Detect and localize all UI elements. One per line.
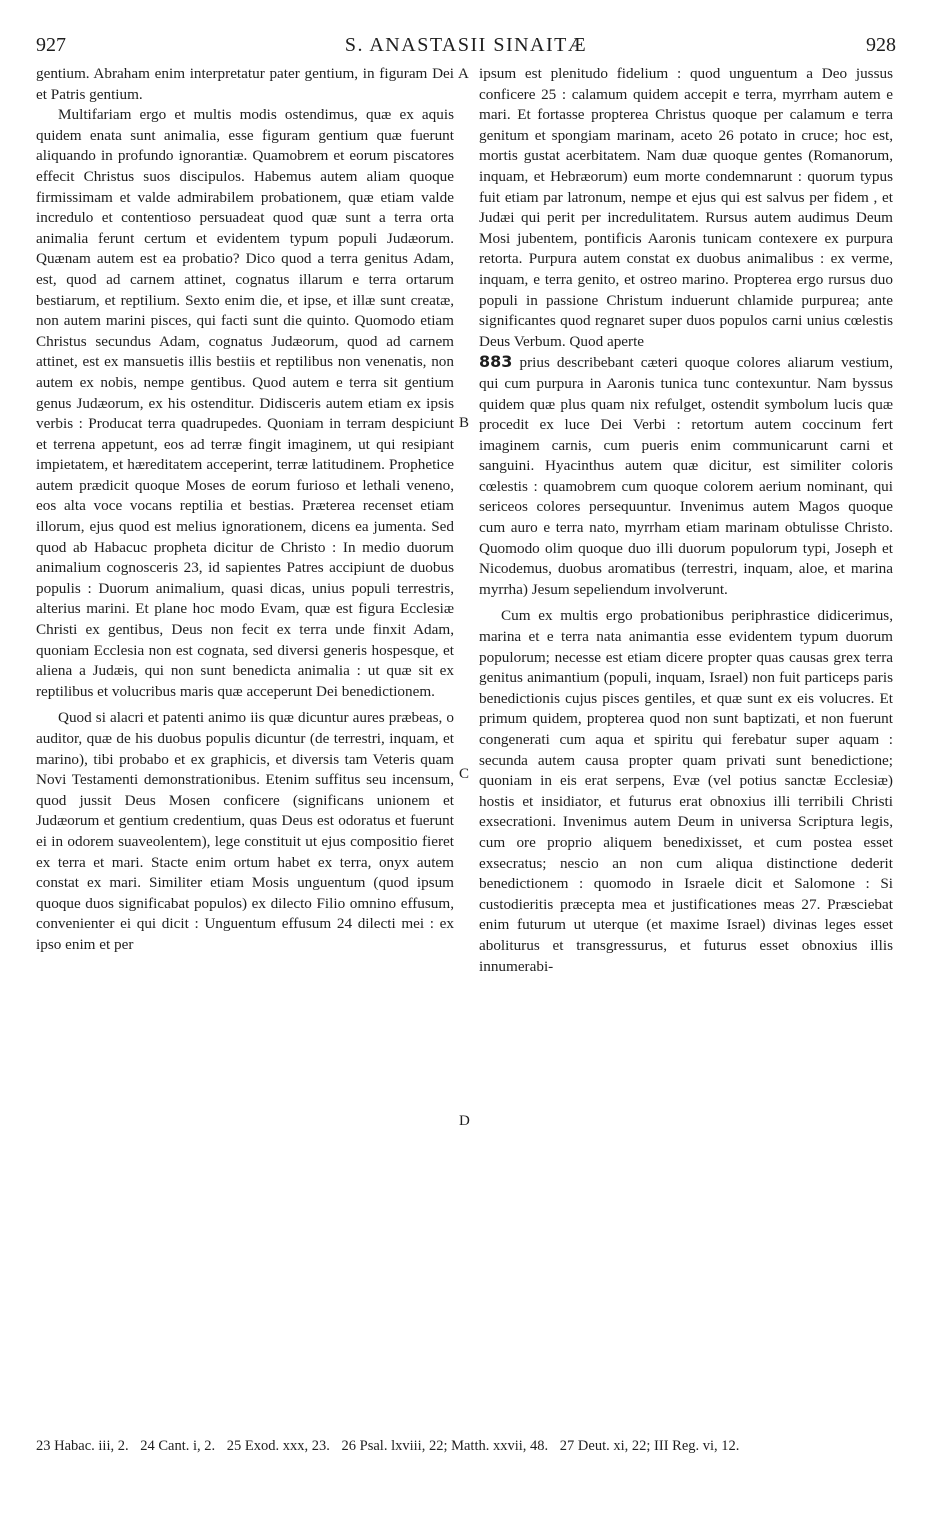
paragraph-text: prius describebant cæteri quoque colores aliarum vestium, qui cum purpura in Aaronis tunica tunc contexuntur. Nam byssus quidem quæ plus quam nix refulget, ostendit symbolum lucis quæ procedit ex luce Dei Verbi : retortum autem coccinum fert imaginem carnis, cum pueris enim communicarunt carni et sanguini. Hyacinthus autem quæ dicitur, est similiter coloris cœlestis : quamobrem cum quoque colorem aerium nominant, qui sericeos colores persequuntur. Invenimus autem Magos quoque cum auro e terra nato, myrrham etiam marinam obtulisse Christo. Quomodo olim quoque duo illi duorum populorum typi, Joseph et Nicodemus, duobus aromatibus (terrestri, inquam, aloe, et marina myrrha) Jesum sepeliendum involverunt. bbox=[479, 354, 893, 598]
running-header bbox=[36, 34, 896, 60]
running-title: S. ANASTASII SINAITÆ bbox=[344, 34, 588, 56]
footnote: 27 Deut. xi, 22; III Reg. vi, 12. bbox=[559, 1438, 740, 1454]
page-number-right: 928 bbox=[866, 34, 896, 56]
left-column bbox=[36, 64, 454, 956]
right-column bbox=[479, 64, 893, 977]
paragraph: Cum ex multis ergo probationibus periphrastice didicerimus, marina et e terra nata animantia esse evidentem typum duorum populorum; necesse est etiam dicere propter quas causas grex terra genitus animantium (populi, inquam, Israel) non fuit particeps paris benedictionis cujus pisces gentiles, et quæ sunt ex eis volucres. Et primum quidem, propterea quod non sunt baptizati, et non fuerunt congenerati cum aqua et spiritu qui ferebatur super aquam : secunda autem causa propter quam privati sunt benedictione; quoniam in eis erat serpens, Evæ (vel potius sanctæ Ecclesiæ) hostis et insidiator, et futurus erat obnoxius illi terribili Christi exsecrationi. Invenimus autem Deum in universa Scriptura legis, cum ore proprio aliquem benedixisset, et cum postea esset exsecratus; nescio an non cum aliqua distinctione dederit benedictionem : quomodo in Israele dicit et Salomone : Si custodieritis præcepta mea et justificationes meas 27. Præsciebat enim futurum ut uterque (et maxime Israel) divinas leges esset aboliturus et transgressurus, et futurus esset obnoxius illis innumerabi- bbox=[479, 607, 893, 975]
page-number-left: 927 bbox=[36, 34, 66, 56]
paragraph: ipsum est plenitudo fidelium : quod unguentum a Deo jussus conficere 25 : calamum quidem accepit e terra, myrrham autem e mari. Et fortasse propterea Christus quoque per calamum e terra genitum et spongiam marinam, aceto 26 potato in cruce; hoc est, mortis gustat acerbitatem. Nam duæ quoque gentes (Romanorum, inquam, et Hebræorum) eum morte condemnarunt : quorum typus fuit etiam par latronum, nempe et ejus qui est salvus per fidem , et Judæi qui perit per incredulitatem. Rursus autem audimus Deum Mosi jubentem, pontificis Aaronis tunicam contexere ex purpura retorta. Purpura autem constat ex duobus animalibus : ex verme, inquam, e terra genito, et ostreo marino. Propterea ergo rursus duo populi in passione Christum induerunt chlamide purpurea; ante significantes quod regnaret super duos populos carni unius cœlestis Deus Verbum. Quod aperte bbox=[479, 65, 893, 350]
paragraph: Quod si alacri et patenti animo iis quæ dicuntur aures præbeas, o auditor, quæ de his duobus populis dicuntur (de terrestri, inquam, et marino), tibi probabo et ex graphicis, et diversis tam Veteris quam Novi Testamenti demonstrationibus. Etenim suffitus seu incensum, quod jussit Deus Mosen conficere (significans unionem et Judæorum et gentium credentium, quas Deus est odoratus et fuerunt ei in odorem suaveolentem), lege constituit ut ejus compositio fieret ex terra et mari. Stacte enim ortum habet ex terra, onyx autem constat ex mari. Similiter etiam Mosis unguentum (quod ipsum quoque duos significabat populos) ex dilecto Filio omnino effusum, convenienter ei qui dicit : Unguentum effusum 24 dilecti mei : ex ipso enim et per bbox=[36, 709, 454, 953]
margin-marker-a: A bbox=[458, 66, 469, 82]
margin-marker-b: B bbox=[459, 415, 470, 431]
paragraph: gentium. Abraham enim interpretatur pater gentium, in figuram Dei et Patris gentium. bbox=[36, 65, 454, 103]
footnote: 24 Cant. i, 2. bbox=[140, 1438, 216, 1454]
footnote: 23 Habac. iii, 2. bbox=[36, 1438, 129, 1454]
paragraph-with-column-number bbox=[479, 352, 893, 600]
footnote: 26 Psal. lxviii, 22; Matth. xxvii, 48. bbox=[341, 1438, 549, 1454]
paragraph: Multifariam ergo et multis modis ostendimus, quæ ex aquis quidem enata sunt animalia, esse figuram gentium quæ fuerunt aliquando in profundo ignorantiæ. Quamobrem et eorum piscatores effecit Christus suos discipulos. Habemus autem aliam quoque firmissimam et valde admirabilem probationem, quæ etiam valde incredulo et contentioso persuadeat quod quæ sunt a terra orta animalia ferunt certum et evidentem typum populi Judæorum. Quænam autem est ea probatio? Dico quod a terra genitus Adam, est, quod ad carnem attinet, cognatus illarum e terra ortarum bestiarum, et reptilium. Sexto enim die, et ipse, et illæ sunt creatæ, non autem marini pisces, qui facti sunt die quinto. Quomodo etiam Christus secundus Adam, cognatus Judæorum, quod ad carnem attinet, est ex mansuetis illis bestiis et reptilibus non venenatis, non autem ex nobis, nempe gentibus. Quod autem e terra sit gentium genus Judæorum, ex his ostenditur. Didisceris autem etiam ex ipsis verbis : Producat terra quadrupedes. Quoniam in terram despiciunt et terrena appetunt, eos ad terræ fingit imaginem, ut qui resipiant impietatem, et hæreditatem acceperint, terræ latitudinem. Prophetice autem prædicit quoque Moses de eorum furioso et lethali veneno, eos alta voce vocans reptilia et bestias. Præterea recenset etiam illorum, ejus quod est melius ignorationem, dicens ea jumenta. Sed quod ab Habacuc propheta dicitur de Christo : In medio duorum animalium cognosceris 23, id sapientes Patres accipiunt de duobus populis : Duorum animalium, quasi dicas, unius populi terrestris, alterius marini. Et plane hoc modo Evam, quæ est figura Ecclesiæ Christi ex gentibus, Deus non fecit ex terra unde finxit Adam, quoniam Ecclesia non est cognata, sed diversi generis hospesque, et aliena a Judæis, qui non sunt benedicta animalia : ut quæ sit ex reptilibus et volucribus maris quæ acceperunt Dei benedictionem. bbox=[36, 106, 454, 700]
margin-marker-d: D bbox=[459, 1113, 470, 1129]
margin-marker-c: C bbox=[459, 766, 470, 782]
footnote: 25 Exod. xxx, 23. bbox=[226, 1438, 330, 1454]
footnotes bbox=[36, 1437, 898, 1456]
column-number: 883 bbox=[479, 352, 513, 372]
